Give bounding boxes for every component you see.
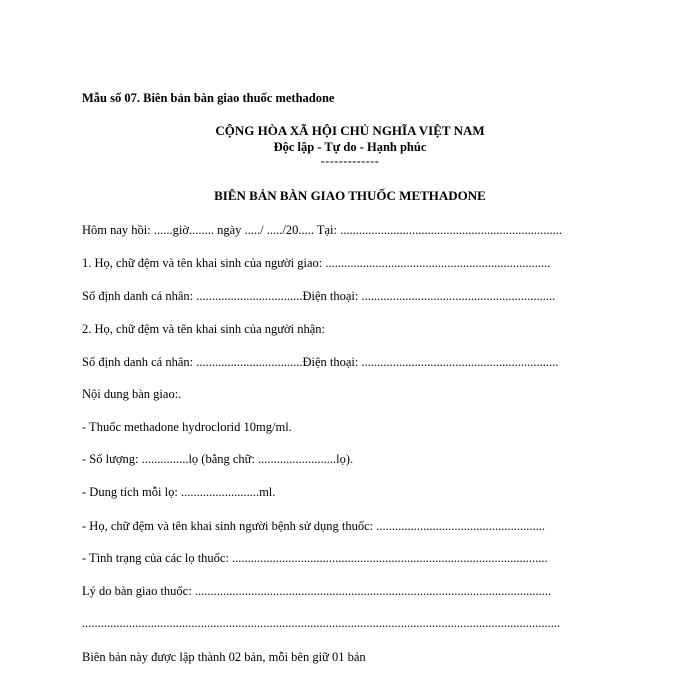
- header-separator: -------------: [320, 154, 380, 168]
- national-motto: Độc lập - Tự do - Hạnh phúc: [273, 140, 427, 154]
- drug-name-line: - Thuốc methadone hydroclorid 10mg/ml.: [82, 420, 292, 434]
- meeting-time-place-line: Hôm nay hồi: ......giờ........ ngày ...../ ...../20..... Tại: .......................................................................: [82, 223, 562, 237]
- patient-name-line: - Họ, chữ đệm và tên khai sinh người bệnh sử dụng thuốc: ......................................................: [82, 519, 546, 533]
- volume-line: - Dung tích mỗi lọ: .........................ml.: [82, 485, 276, 499]
- handover-reason-line: Lý do bàn giao thuốc: ..................................................................................................................: [82, 584, 552, 598]
- copies-statement-line: Biên bản này được lập thành 02 bản, mỗi bên giữ 01 bản: [82, 650, 366, 664]
- vial-condition-line: - Tình trạng của các lọ thuốc: .....................................................................................................: [82, 551, 548, 565]
- national-header: CỘNG HÒA XÃ HỘI CHỦ NGHĨA VIỆT NAM: [215, 123, 485, 138]
- giver-name-line: 1. Họ, chữ đệm và tên khai sinh của người giao: ........................................................................: [82, 256, 551, 270]
- receiver-id-phone-line: Số định danh cá nhân: ..................................Điện thoại: ...............................................................: [82, 355, 559, 369]
- giver-id-phone-line: Số định danh cá nhân: ..................................Điện thoại: ..............................................................: [82, 289, 556, 303]
- receiver-name-line: 2. Họ, chữ đệm và tên khai sinh của người nhận:: [82, 322, 326, 336]
- handover-content-heading: Nội dung bàn giao:.: [82, 387, 182, 401]
- form-number-title: Mẫu số 07. Biên bản bàn giao thuốc methadone: [82, 91, 335, 105]
- dotted-continuation-line: .........................................................................................................................................................: [82, 616, 561, 630]
- document-title: BIÊN BẢN BÀN GIAO THUỐC METHADONE: [214, 188, 486, 203]
- quantity-line: - Số lượng: ...............lọ (bằng chữ: .........................lọ).: [82, 452, 354, 466]
